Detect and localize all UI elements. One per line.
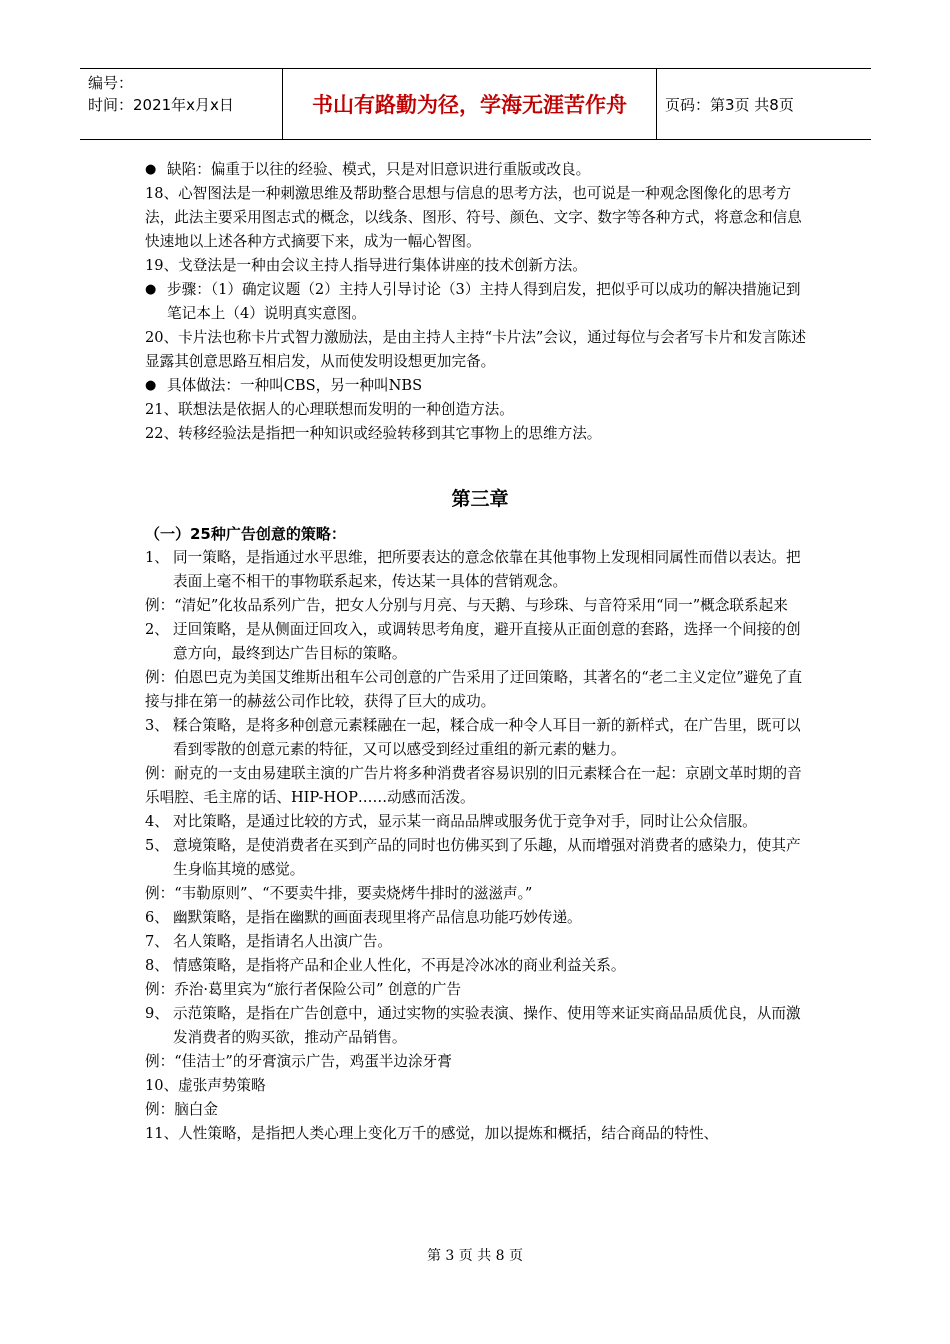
chapter-title: 第三章 xyxy=(451,488,509,510)
list-item xyxy=(145,930,815,954)
page-header xyxy=(80,68,871,140)
item-text: 对比策略，是通过比较的方式，显示某一商品品牌或服务优于竞争对手，同时让公众信服。 xyxy=(173,813,757,830)
paragraph: 22、转移经验法是指把一种知识或经验转移到其它事物上的思维方法。 xyxy=(145,425,602,442)
motto: 书山有路勤为径，学海无涯苦作舟 xyxy=(283,69,657,139)
bullet-paragraph: ● 具体做法：一种叫CBS，另一种叫NBS xyxy=(145,374,815,398)
example-text: 例：“清妃”化妆品系列广告，把女人分别与月亮、与天鹅、与珍珠、与音符采用“同一”概念联系起来 xyxy=(145,597,788,614)
item-text: 名人策略，是指请名人出演广告。 xyxy=(173,933,392,950)
item-number: 8、 xyxy=(145,957,169,974)
item-text: 同一策略，是指通过水平思维，把所要表达的意念依靠在其他事物上发现相同属性而借以表达。把表面上毫不相干的事物联系起来，传达某一具体的营销观念。 xyxy=(173,549,801,590)
header-left-cell xyxy=(80,69,283,139)
list-item xyxy=(145,1002,815,1050)
list-item xyxy=(145,714,815,762)
example-text: 例：“佳洁士”的牙膏演示广告，鸡蛋半边涂牙膏 xyxy=(145,1053,452,1070)
item-number: 7、 xyxy=(145,933,169,950)
bullet-paragraph: ● 步骤：（1）确定议题（2）主持人引导讨论（3）主持人得到启发，把似乎可以成功的解决措施记到笔记本上（4）说明真实意图。 xyxy=(145,278,815,326)
item-number: 9、 xyxy=(145,1005,169,1022)
list-item xyxy=(145,546,815,594)
item-text: 糅合策略，是将多种创意元素糅融在一起，糅合成一种令人耳目一新的新样式，在广告里，既可以看到零散的创意元素的特征，又可以感受到经过重组的新元素的魅力。 xyxy=(173,717,801,758)
item-number: 3、 xyxy=(145,717,169,734)
item-number: 2、 xyxy=(145,621,169,638)
item-number: 6、 xyxy=(145,909,169,926)
document-body xyxy=(145,158,815,1146)
list-item: 10、虚张声势策略 xyxy=(145,1077,266,1094)
list-item xyxy=(145,618,815,666)
list-item xyxy=(145,834,815,882)
paragraph: 18、心智图法是一种刺激思维及帮助整合思想与信息的思考方法，也可说是一种观念图像化的思考方法，此法主要采用图志式的概念，以线条、图形、符号、颜色、文字、数字等各种方式，将意念和信息快速地以上述各种方式摘要下来，成为一幅心智图。 xyxy=(145,185,802,250)
date-label: 时间：2021年x月x日 xyxy=(88,96,234,114)
example-text: 例：脑白金 xyxy=(145,1101,218,1118)
list-item xyxy=(145,810,815,834)
item-text: 意境策略，是使消费者在买到产品的同时也仿佛买到了乐趣，从而增强对消费者的感染力，使其产生身临其境的感觉。 xyxy=(173,837,801,878)
item-number: 5、 xyxy=(145,837,169,854)
item-text: 情感策略，是指将产品和企业人性化，不再是冷冰冰的商业利益关系。 xyxy=(173,957,626,974)
example-text: 例：伯恩巴克为美国艾维斯出租车公司创意的广告采用了迂回策略，其著名的“老二主义定位”避免了直接与排在第一的赫兹公司作比较，获得了巨大的成功。 xyxy=(145,669,803,710)
list-item: 11、人性策略，是指把人类心理上变化万千的感觉，加以提炼和概括，结合商品的特性、 xyxy=(145,1125,719,1142)
example-text: 例：“韦勒原则”、“不要卖牛排，要卖烧烤牛排时的滋滋声。” xyxy=(145,885,533,902)
item-number: 4、 xyxy=(145,813,169,830)
paragraph: 20、卡片法也称卡片式智力激励法，是由主持人主持“卡片法”会议，通过每位与会者写卡片和发言陈述显露其创意思路互相启发，从而使发明设想更加完备。 xyxy=(145,329,807,370)
list-item xyxy=(145,906,815,930)
item-text: 迂回策略，是从侧面迂回攻入，或调转思考角度，避开直接从正面创意的套路，选择一个间接的创意方向，最终到达广告目标的策略。 xyxy=(173,621,801,662)
paragraph: 19、戈登法是一种由会议主持人指导进行集体讲座的技术创新方法。 xyxy=(145,257,587,274)
serial-label: 编号： xyxy=(88,74,134,92)
page-info: 页码：第3页 共8页 xyxy=(665,95,794,114)
example-text: 例：乔治·葛里宾为“旅行者保险公司” 创意的广告 xyxy=(145,981,462,998)
item-text: 幽默策略，是指在幽默的画面表现里将产品信息功能巧妙传递。 xyxy=(173,909,582,926)
paragraph: 21、联想法是依据人的心理联想而发明的一种创造方法。 xyxy=(145,401,514,418)
example-text: 例：耐克的一支由易建联主演的广告片将多种消费者容易识别的旧元素糅合在一起：京剧文革时期的音乐唱腔、毛主席的话、HIP-HOP……动感而活泼。 xyxy=(145,765,802,806)
section-title: （一）25种广告创意的策略： xyxy=(145,525,346,543)
page-footer: 第 3 页 共 8 页 xyxy=(426,1248,524,1264)
bullet-paragraph: ● 缺陷：偏重于以往的经验、模式，只是对旧意识进行重版或改良。 xyxy=(145,158,815,182)
list-item xyxy=(145,954,815,978)
item-number: 1、 xyxy=(145,549,169,566)
item-text: 示范策略，是指在广告创意中，通过实物的实验表演、操作、使用等来证实商品品质优良，从而激发消费者的购买欲，推动产品销售。 xyxy=(173,1005,801,1046)
